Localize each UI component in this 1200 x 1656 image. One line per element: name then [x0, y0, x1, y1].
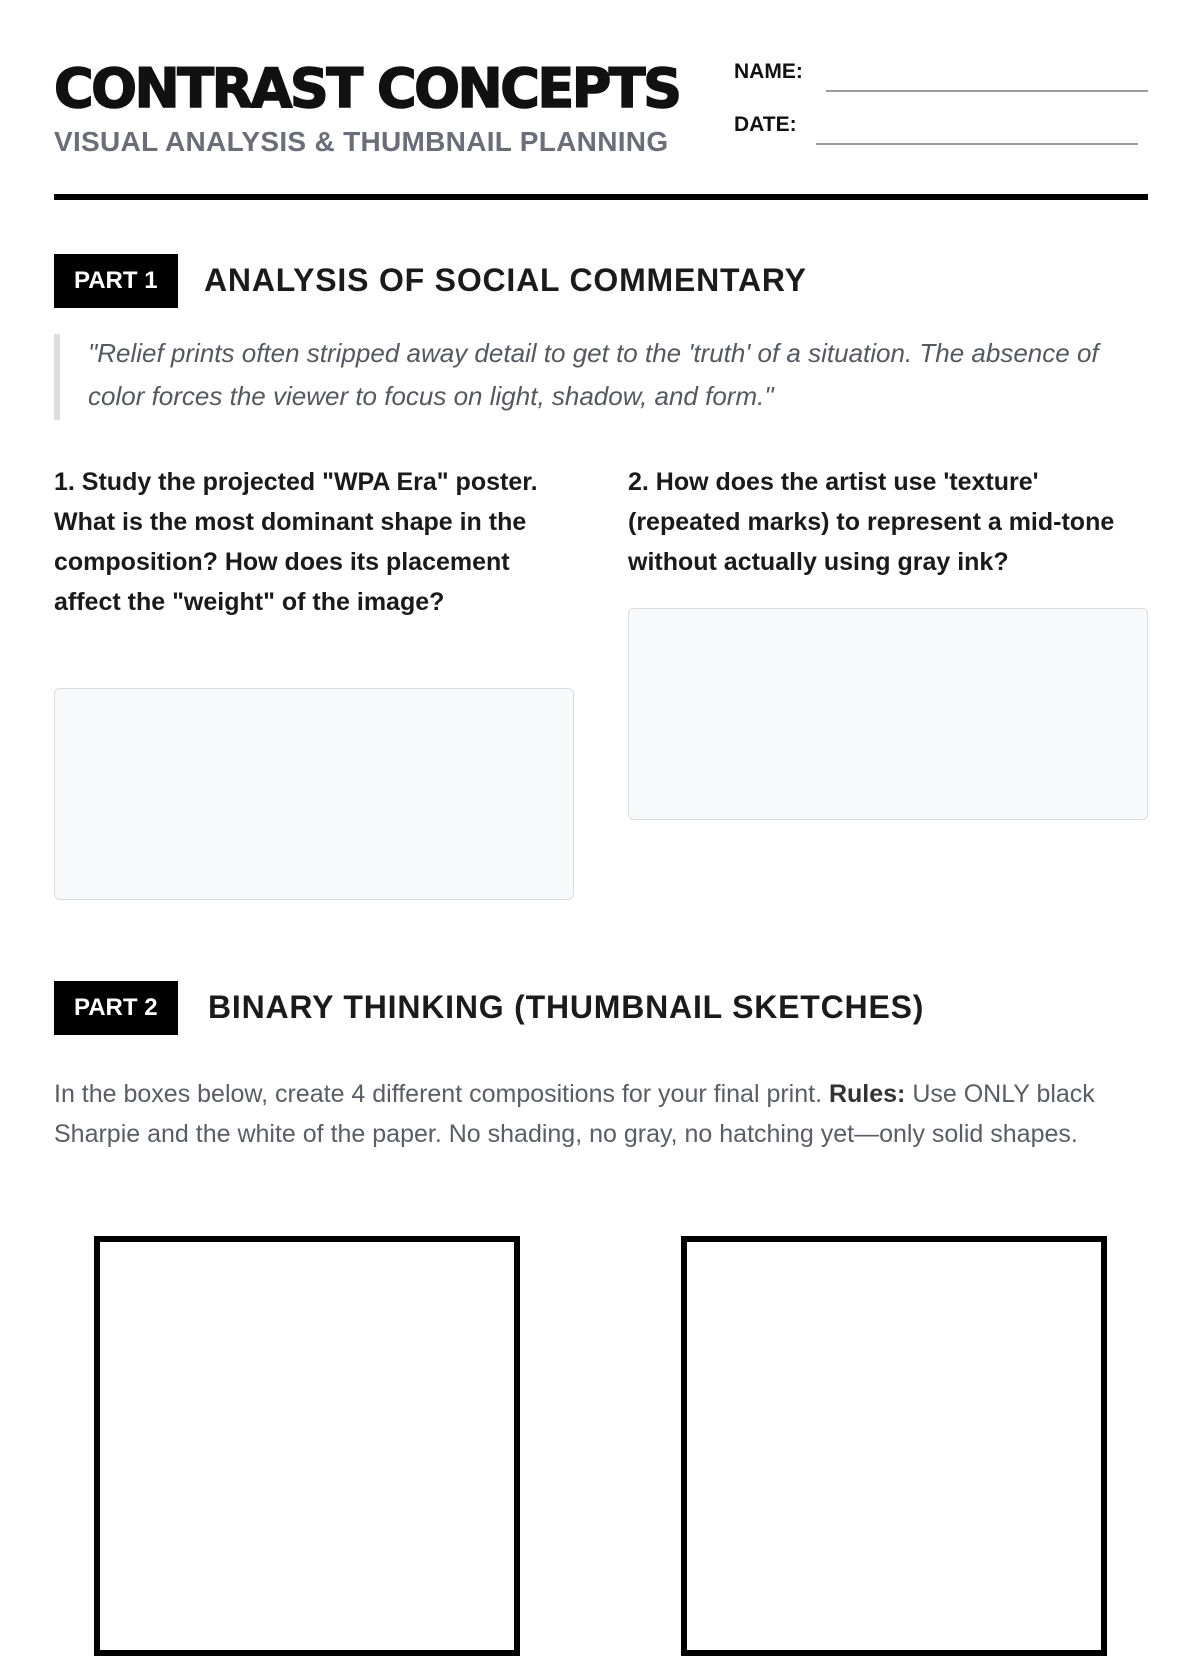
name-line[interactable] [826, 90, 1148, 92]
thumbnail-box-1[interactable] [94, 1236, 520, 1656]
instructions-rules: Use ONLY black Sharpie and the white of the paper. No shading, no gray, no hatching yet—only solid shapes. [54, 1080, 1095, 1148]
worksheet-title: CONTRAST CONCEPTS [54, 57, 680, 120]
part1-title: ANALYSIS OF SOCIAL COMMENTARY [204, 262, 807, 298]
instructions-lead: In the boxes below, create 4 different compositions for your final print. [54, 1080, 829, 1108]
part1-badge: PART 1 [54, 254, 178, 308]
worksheet-page [54, 0, 1148, 1600]
quote-bar [54, 334, 60, 420]
date-field[interactable] [734, 111, 1148, 147]
worksheet-subtitle: VISUAL ANALYSIS & THUMBNAIL PLANNING [54, 126, 669, 157]
name-field[interactable] [734, 58, 1148, 94]
question-2 [628, 462, 1150, 582]
answer-box-2[interactable] [628, 608, 1148, 820]
answer-box-1[interactable] [54, 688, 574, 900]
part1-header [54, 254, 1148, 308]
instructions-rules-label: Rules: [828, 1080, 906, 1108]
part2-title: BINARY THINKING (THUMBNAIL SKETCHES) [208, 989, 925, 1025]
date-line[interactable] [816, 143, 1138, 145]
part2-instructions [54, 1074, 1148, 1154]
name-label: NAME: [734, 60, 803, 83]
blockquote [54, 334, 1148, 420]
part2-badge: PART 2 [54, 981, 178, 1035]
part2-header [54, 981, 1148, 1035]
header-divider [54, 194, 1148, 200]
question-1 [54, 462, 576, 622]
worksheet-header [54, 58, 1148, 178]
question-1-text: 1. Study the projected "WPA Era" poster. What is the most dominant shape in the composition? How does its placement affect the "weight" of the image? [54, 468, 538, 616]
thumbnail-box-2[interactable] [681, 1236, 1107, 1656]
quote-text: "Relief prints often stripped away detail to get to the 'truth' of a situation. The absence of color forces the viewer to focus on light, shadow, and form." [88, 338, 1099, 411]
date-label: DATE: [734, 113, 797, 136]
question-2-text: 2. How does the artist use 'texture' (repeated marks) to represent a mid-tone without actually using gray ink? [628, 468, 1115, 576]
